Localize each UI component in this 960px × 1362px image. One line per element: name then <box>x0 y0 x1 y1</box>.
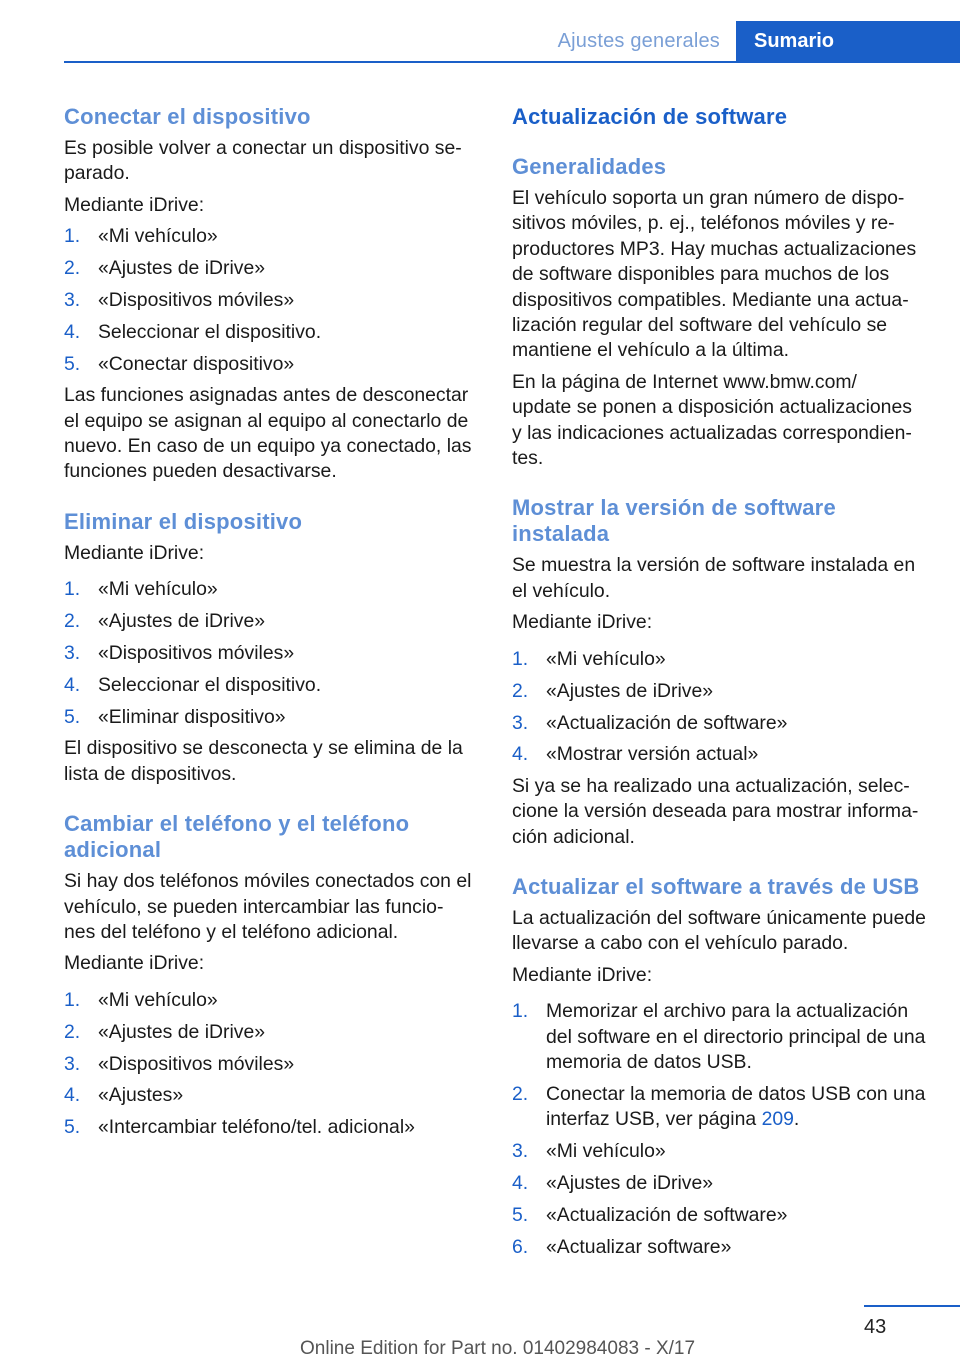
list-item: 4. «Ajustes de iDrive» <box>512 1172 714 1195</box>
paragraph: Se muestra la versión de software instalada en el vehículo. <box>512 554 916 602</box>
paragraph: El vehículo soporta un gran número de dispo- sitivos móviles, p. ej., teléfonos móviles y re- productores MP3. Hay muchas actualizaciones de software disponibles para muchos de los dispositivos compatibles. Mediante una actua- lización regular del software del vehículo se mantiene el vehículo a la última. <box>512 187 917 362</box>
section-title-actualizar-usb: Actualizar el software a través de USB <box>512 874 920 900</box>
list-item: 1. «Mi vehículo» <box>64 578 218 601</box>
paragraph: Es posible volver a conectar un dispositivo se- parado. <box>64 137 462 185</box>
list-item: 1. «Mi vehículo» <box>512 647 666 670</box>
paragraph: Mediante iDrive: <box>512 963 653 986</box>
paragraph: Mediante iDrive: <box>64 193 205 216</box>
section-title-mostrar-version: Mostrar la versión de software instalada <box>512 495 836 547</box>
steps-list-cambiar <box>64 988 478 1141</box>
list-item: 3. «Mi vehículo» <box>512 1140 666 1163</box>
paragraph: Mediante iDrive: <box>64 541 205 564</box>
left-column <box>64 104 478 1141</box>
steps-list-eliminar <box>64 577 478 730</box>
list-item: 3. «Dispositivos móviles» <box>64 642 295 665</box>
list-item: 4. Seleccionar el dispositivo. <box>64 674 322 696</box>
list-item: 1. Memorizar el archivo para la actualización del software en el directorio principal de una memoria de datos USB. <box>512 1000 926 1074</box>
steps-list-mostrar-version <box>512 647 926 768</box>
list-item: 2. «Ajustes de iDrive» <box>64 1020 266 1043</box>
list-item: 2. «Ajustes de iDrive» <box>512 679 714 702</box>
list-item: 2. «Ajustes de iDrive» <box>64 257 266 280</box>
list-item: 5. «Conectar dispositivo» <box>64 352 295 375</box>
header-rule <box>64 61 960 63</box>
paragraph: El dispositivo se desconecta y se elimina de la lista de dispositivos. <box>64 737 463 785</box>
section-title-conectar: Conectar el dispositivo <box>64 104 311 129</box>
chapter-title-actualizacion: Actualización de software <box>512 104 788 129</box>
list-item: 5. «Actualización de software» <box>512 1204 788 1227</box>
footer-rule <box>864 1305 960 1307</box>
steps-list-conectar <box>64 224 478 377</box>
paragraph: Las funciones asignadas antes de desconectar el equipo se asignan al equipo al conectarlo de nuevo. En caso de un equipo ya conectado, las funciones pueden desactivarse. <box>64 384 472 483</box>
paragraph: Mediante iDrive: <box>512 611 653 634</box>
steps-list-actualizar-usb <box>512 999 926 1260</box>
list-item: 1. «Mi vehículo» <box>64 988 218 1011</box>
right-column <box>512 104 926 1260</box>
section-title-eliminar: Eliminar el dispositivo <box>64 508 303 534</box>
list-item: 4. Seleccionar el dispositivo. <box>64 320 322 343</box>
list-item: 1. «Mi vehículo» <box>64 225 218 248</box>
list-item: 2. «Ajustes de iDrive» <box>64 610 266 633</box>
list-item: 6. «Actualizar software» <box>512 1236 732 1258</box>
list-item: 5. «Eliminar dispositivo» <box>64 705 286 728</box>
page-number: 43 <box>864 1316 887 1338</box>
list-item: 5. «Intercambiar teléfono/tel. adicional» <box>64 1116 415 1139</box>
list-item: 3. «Dispositivos móviles» <box>64 1052 295 1075</box>
edition-footer: Online Edition for Part no. 01402984083 - X/17 <box>300 1338 696 1359</box>
list-item: 3. «Actualización de software» <box>512 711 788 734</box>
header-tab-sumario[interactable]: Sumario <box>736 21 960 62</box>
page-reference-link[interactable]: 209 <box>761 1108 794 1131</box>
paragraph: Si ya se ha realizado una actualización, selec- cione la versión deseada para mostrar informa- ción adicional. <box>512 774 919 848</box>
list-item: 2. Conectar la memoria de datos USB con una interfaz USB, ver página 209. <box>512 1082 926 1131</box>
section-title-cambiar: Cambiar el teléfono y el teléfono adicional <box>64 811 410 863</box>
list-item: 3. «Dispositivos móviles» <box>64 289 295 312</box>
list-item: 4. «Mostrar versión actual» <box>512 743 759 766</box>
paragraph: Mediante iDrive: <box>64 952 205 975</box>
section-title-generalidades: Generalidades <box>512 154 667 179</box>
paragraph: La actualización del software únicamente puede llevarse a cabo con el vehículo parado. <box>512 907 926 955</box>
paragraph: En la página de Internet www.bmw.com/ update se ponen a disposición actualizaciones y las indicaciones actualizadas correspondien- tes. <box>512 370 912 470</box>
paragraph: Si hay dos teléfonos móviles conectados con el vehículo, se pueden intercambiar las funcio- nes del teléfono y el teléfono adicional. <box>64 870 472 943</box>
list-item: 4. «Ajustes» <box>64 1084 184 1107</box>
header-section-title: Ajustes generales <box>557 30 720 52</box>
